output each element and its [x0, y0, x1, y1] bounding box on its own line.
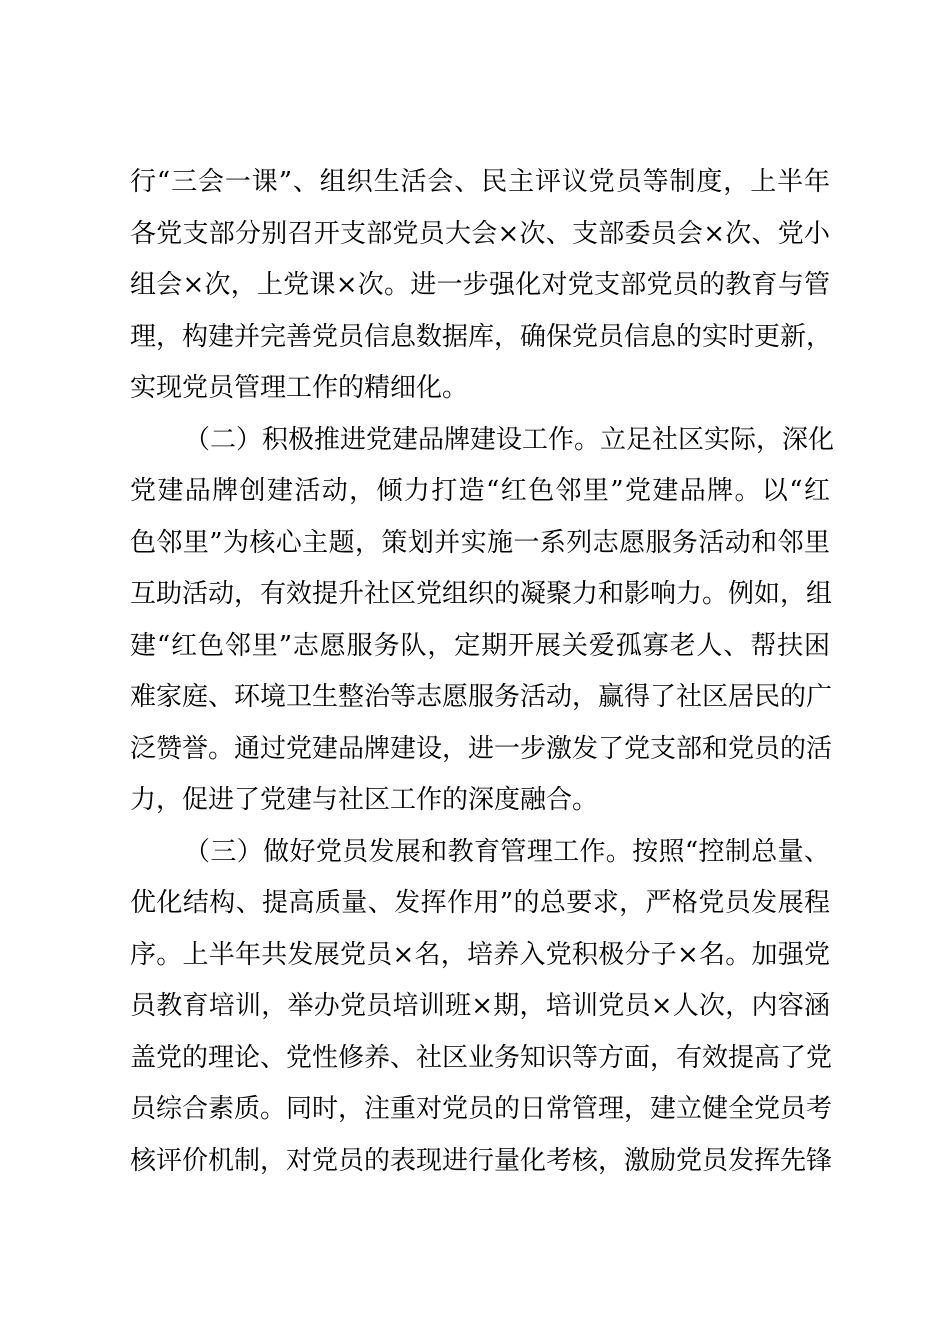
paragraph-first-line: （二）积极推进党建品牌建设工作。立足社区实际，深化: [184, 424, 835, 455]
text-line: 各党支部分别召开支部党员大会×次、支部委员会×次、党小: [130, 218, 830, 249]
paragraph-first-line: （三）做好党员发展和教育管理工作。按照“控制总量、: [184, 836, 830, 867]
text-line: 建“红色邻里”志愿服务队，定期开展关爱孤寡老人、帮扶困: [130, 630, 830, 661]
text-line: 序。上半年共发展党员×名，培养入党积极分子×名。加强党: [130, 939, 830, 970]
text-line: 优化结构、提高质量、发挥作用”的总要求，严格党员发展程: [130, 888, 830, 918]
text-line: 组会×次，上党课×次。进一步强化对党支部党员的教育与管: [130, 270, 830, 300]
body-text: [130, 157, 835, 1187]
text-line: 员教育培训，举办党员培训班×期，培训党员×人次，内容涵: [130, 991, 830, 1021]
text-line: 员综合素质。同时，注重对党员的日常管理，建立健全党员考: [130, 1094, 833, 1124]
text-line: 难家庭、环境卫生整治等志愿服务活动，赢得了社区居民的广: [130, 682, 833, 712]
text-line: 盖党的理论、党性修养、社区业务知识等方面，有效提高了党: [130, 1042, 833, 1073]
text-line: 互助活动，有效提升社区党组织的凝聚力和影响力。例如，组: [130, 579, 833, 609]
text-line: 色邻里”为核心主题，策划并实施一系列志愿服务活动和邻里: [130, 527, 830, 558]
text-line: 泛赞誉。通过党建品牌建设，进一步激发了党支部和党员的活: [130, 733, 833, 764]
text-line: 实现党员管理工作的精细化。: [130, 373, 469, 403]
text-line: 行“三会一课”、组织生活会、民主评议党员等制度，上半年: [130, 167, 830, 197]
text-line: 力，促进了党建与社区工作的深度融合。: [130, 785, 599, 815]
text-line: 党建品牌创建活动，倾力打造“红色邻里”党建品牌。以“红: [130, 476, 830, 506]
text-line: 核评价机制，对党员的表现进行量化考核，激励党员发挥先锋: [130, 1145, 833, 1176]
text-line: 理，构建并完善党员信息数据库，确保党员信息的实时更新，: [130, 321, 833, 352]
